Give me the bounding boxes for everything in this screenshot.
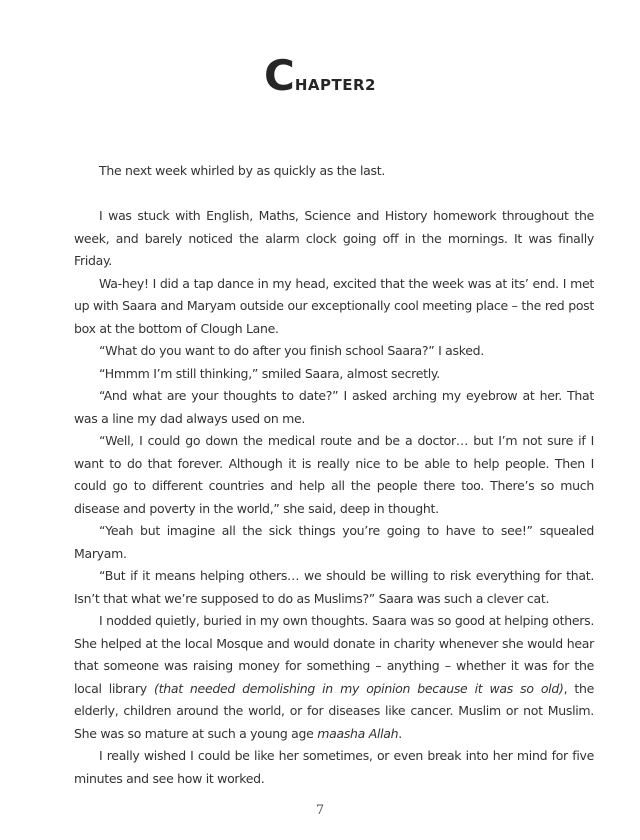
chapter-word: HAPTER <box>294 76 366 94</box>
chapter-heading <box>0 51 640 100</box>
paragraph: I was stuck with English, Maths, Science and History homework throughout the week, and barely noticed the alarm clock going off in the mornings. It was finally Friday. <box>74 208 594 268</box>
italic-phrase: maasha Allah <box>317 725 399 741</box>
paragraph: “But if it means helping others… we should be willing to risk everything for that. Isn’t that what we’re supposed to do as Muslims?” Saara was such a clever cat. <box>74 568 594 606</box>
paragraph: I really wished I could be like her sometimes, or even break into her mind for five minutes and see how it worked. <box>74 748 594 786</box>
chapter-number: 2 <box>365 76 376 94</box>
paragraph: Wa-hey! I did a tap dance in my head, excited that the week was at its’ end. I met up with Saara and Maryam outside our exceptionally cool meeting place – the red post box at the bottom of Clough Lane. <box>74 275 594 336</box>
paragraph: “And what are your thoughts to date?” I asked arching my eyebrow at her. That was a line my dad always used on me. <box>74 388 594 426</box>
paragraph: “What do you want to do after you finish school Saara?” I asked. <box>99 343 484 358</box>
chapter-body <box>74 160 594 790</box>
paragraph <box>74 610 594 745</box>
paragraph-text: , the elderly, children around the world, or for diseases like cancer. Muslim or not Muslim. She was so mature at such a young age <box>74 680 594 741</box>
italic-aside: (that needed demolishing in my opinion because it was so old) <box>154 680 564 696</box>
paragraph: “Hmmm I’m still thinking,” smiled Saara, almost secretly. <box>99 365 440 381</box>
chapter-initial: C <box>264 51 295 100</box>
paragraph: “Yeah but imagine all the sick things you’re going to have to see!” squealed Maryam. <box>74 523 594 561</box>
paragraph: The next week whirled by as quickly as the last. <box>99 163 386 178</box>
paragraph: “Well, I could go down the medical route and be a doctor… but I’m not sure if I want to do that forever. Although it is really nice to be able to help people. Then I could go to different countries and help all the people there too. There’s so much disease and poverty in the world,” she said, deep in thought. <box>74 433 594 516</box>
page-number: 7 <box>315 803 325 818</box>
paragraph-text: . <box>398 725 402 741</box>
paragraph-text: I nodded quietly, buried in my own thoughts. Saara was so good at helping others. She helped at the local Mosque and would donate in charity whenever she would hear that someone was raising money for something – anything – whether it was for the local library <box>74 613 594 696</box>
